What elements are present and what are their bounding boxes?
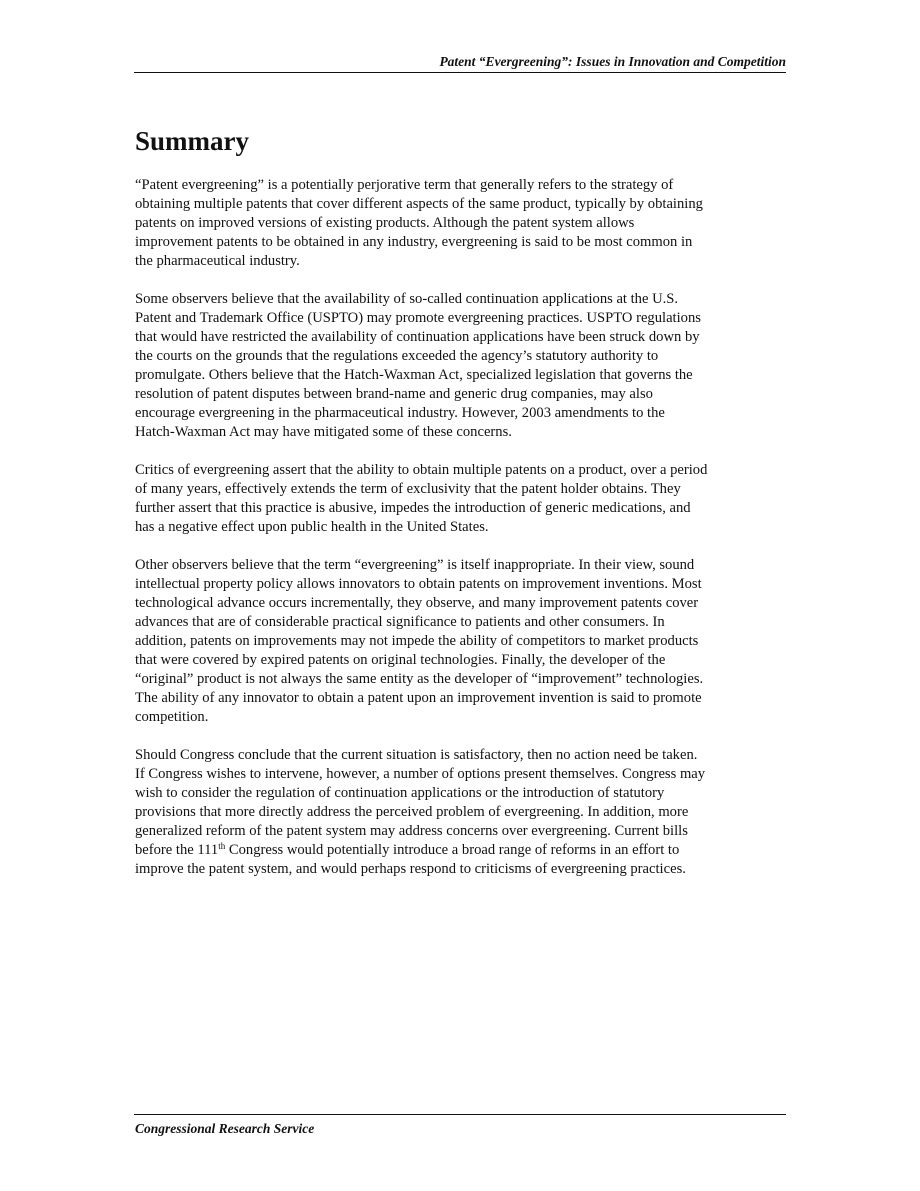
footer-text: Congressional Research Service <box>135 1121 315 1136</box>
text-line: resolution of patent disputes between brand-name and generic drug companies, may also <box>135 386 653 402</box>
text-line: encourage evergreening in the pharmaceutical industry. However, 2003 amendments to the <box>135 405 665 421</box>
text-line-with-superscript <box>135 841 787 860</box>
text-line: has a negative effect upon public health in the United States. <box>135 519 489 535</box>
text-line: addition, patents on improvements may not impede the ability of competitors to market products <box>135 633 699 649</box>
text-line: competition. <box>135 709 209 725</box>
text-line: Should Congress conclude that the current situation is satisfactory, then no action need be taken. <box>135 747 698 763</box>
text-line: intellectual property policy allows innovators to obtain patents on improvement inventions. Most <box>135 576 702 592</box>
running-header: Patent “Evergreening”: Issues in Innovation and Competition <box>439 54 786 69</box>
paragraph-3 <box>135 461 787 537</box>
text-line: advances that are of considerable practical significance to patients and other consumers. In <box>135 614 665 630</box>
text-line: promulgate. Others believe that the Hatch-Waxman Act, specialized legislation that governs the <box>135 367 693 383</box>
text-line: “Patent evergreening” is a potentially perjorative term that generally refers to the strategy of <box>135 177 674 193</box>
text-line: obtaining multiple patents that cover different aspects of the same product, typically by obtaining <box>135 196 703 212</box>
paragraph-2 <box>135 290 787 442</box>
text-line: provisions that more directly address the perceived problem of evergreening. In addition, more <box>135 804 689 820</box>
text-line: Patent and Trademark Office (USPTO) may promote evergreening practices. USPTO regulations <box>135 310 701 326</box>
line-segment: Congress would potentially introduce a broad range of reforms in an effort to <box>225 842 680 858</box>
text-line: improve the patent system, and would perhaps respond to criticisms of evergreening practices. <box>135 861 686 877</box>
page-title: Summary <box>135 126 249 156</box>
text-line: improvement patents to be obtained in any industry, evergreening is said to be most common in <box>135 234 693 250</box>
text-line: Other observers believe that the term “evergreening” is itself inappropriate. In their view, sound <box>135 557 695 573</box>
text-line: that were covered by expired patents on original technologies. Finally, the developer of the <box>135 652 666 668</box>
text-line: If Congress wishes to intervene, however, a number of options present themselves. Congress may <box>135 766 706 782</box>
text-line: of many years, effectively extends the term of exclusivity that the patent holder obtains. They <box>135 481 681 497</box>
paragraph-5 <box>135 746 787 879</box>
text-line: wish to consider the regulation of continuation applications or the introduction of statutory <box>135 785 665 801</box>
text-line: that would have restricted the availability of continuation applications have been struck down by <box>135 329 700 345</box>
text-line: technological advance occurs incrementally, they observe, and many improvement patents cover <box>135 595 699 611</box>
header-rule <box>134 72 786 73</box>
text-line: generalized reform of the patent system may address concerns over evergreening. Current bills <box>135 823 688 839</box>
text-line: Some observers believe that the availability of so-called continuation applications at the U.S. <box>135 291 679 307</box>
ordinal-superscript: th <box>218 841 226 851</box>
paragraph-4 <box>135 556 787 727</box>
text-line: further assert that this practice is abusive, impedes the introduction of generic medications, and <box>135 500 691 516</box>
line-segment: before the 111 <box>135 842 219 858</box>
paragraph-1 <box>135 176 787 271</box>
text-line: Hatch-Waxman Act may have mitigated some of these concerns. <box>135 424 512 440</box>
summary-body <box>135 176 787 898</box>
text-line: the pharmaceutical industry. <box>135 253 300 269</box>
text-line: the courts on the grounds that the regulations exceeded the agency’s statutory authority to <box>135 348 659 364</box>
text-line: “original” product is not always the same entity as the developer of “improvement” technologies. <box>135 671 704 687</box>
footer-rule <box>134 1114 786 1115</box>
text-line: patents on improved versions of existing products. Although the patent system allows <box>135 215 635 231</box>
text-line: The ability of any innovator to obtain a patent upon an improvement invention is said to promote <box>135 690 702 706</box>
text-line: Critics of evergreening assert that the ability to obtain multiple patents on a product, over a period <box>135 462 708 478</box>
